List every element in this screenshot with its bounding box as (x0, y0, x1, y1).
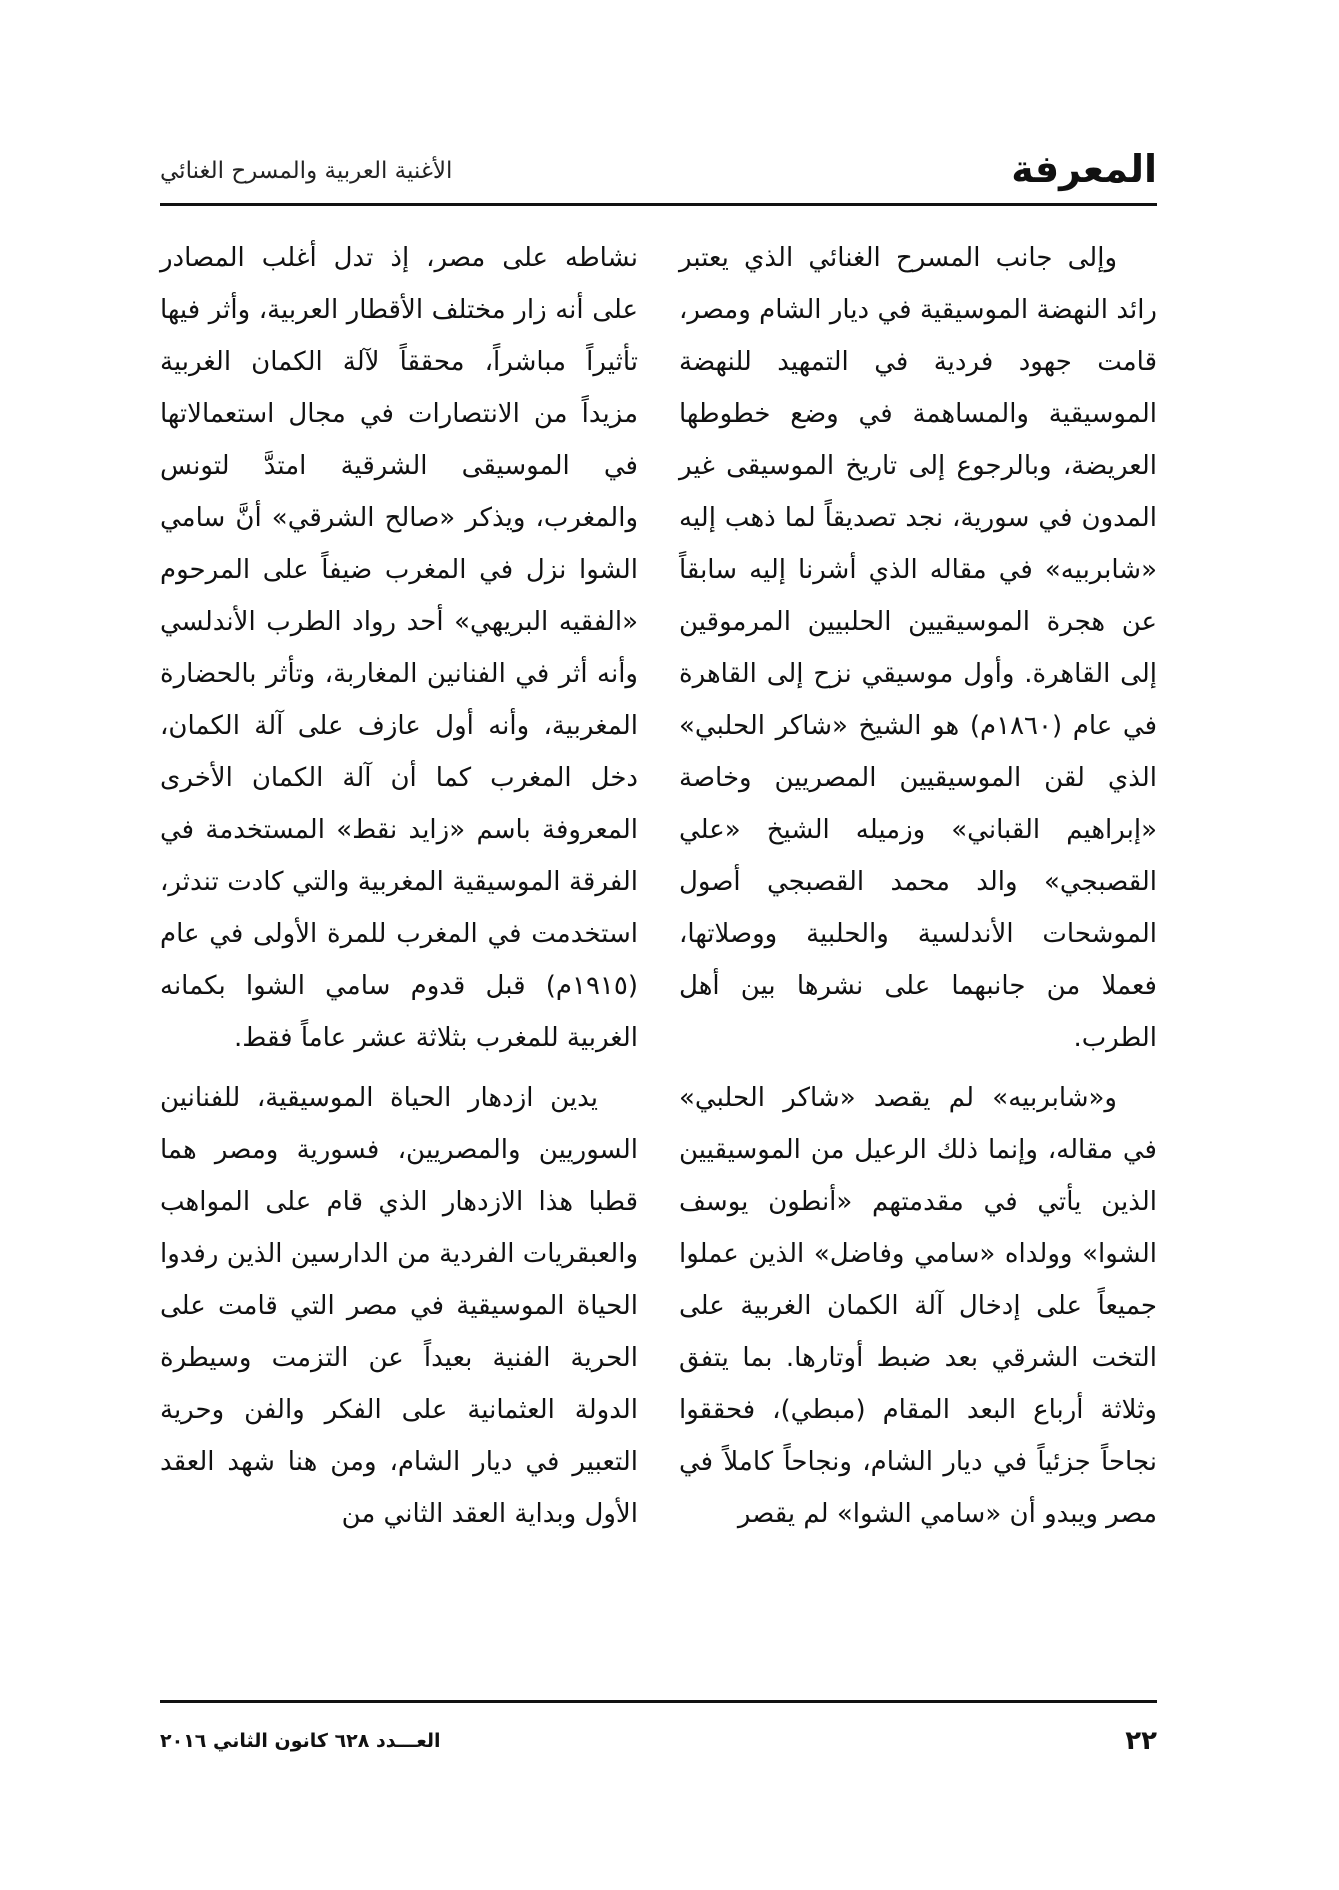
paragraph: وإلى جانب المسرح الغنائي الذي يعتبر رائد النهضة الموسيقية في ديار الشام ومصر، قامت جهود فردية في التمهيد للنهضة الموسيقية والمساهمة في وضع خطوطها العريضة، وبالرجوع إلى تاريخ الموسيقى غير المدون في سورية، نجد تصديقاً لما ذهب إليه «شابربيه» في مقاله الذي أشرنا إليه سابقاً عن هجرة الموسيقيين الحلبيين المرموقين إلى القاهرة. وأول موسيقي نزح إلى القاهرة في عام (١٨٦٠م) هو الشيخ «شاكر الحلبي» الذي لقن الموسيقيين المصريين وخاصة «إبراهيم القباني» وزميله الشيخ «علي القصبجي» والد محمد القصبجي أصول الموشحات الأندلسية والحلبية ووصلاتها، فعملا من جانبهما على نشرها بين أهل الطرب. (679, 243, 1157, 1053)
issue-info: العـــدد ٦٢٨ كانون الثاني ٢٠١٦ (160, 1730, 441, 1752)
footer-rule (160, 1700, 1157, 1703)
magazine-logo: المعرفة (1011, 147, 1157, 191)
header-rule (160, 203, 1157, 206)
running-title: الأغنية العربية والمسرح الغنائي (160, 158, 453, 184)
paragraph: و«شابربيه» لم يقصد «شاكر الحلبي» في مقاله، وإنما ذلك الرعيل من الموسيقيين الذين يأتي في مقدمتهم «أنطون يوسف الشوا» وولداه «سامي وفاضل» الذين عملوا جميعاً على إدخال آلة الكمان الغربية على التخت الشرقي بعد ضبط أوتارها. بما يتفق وثلاثة أرباع البعد المقام (مبطي)، فحققوا نجاحاً جزئياً في ديار الشام، ونجاحاً كاملاً في مصر ويبدو أن «سامي الشوا» لم يقصر (679, 1083, 1157, 1529)
left-column (160, 232, 638, 1540)
paragraph: يدين ازدهار الحياة الموسيقية، للفنانين السوريين والمصريين، فسورية ومصر هما قطبا هذا الازدهار الذي قام على المواهب والعبقريات الفردية من الدارسين الذين رفدوا الحياة الموسيقية في مصر التي قامت على الحرية الفنية بعيداً عن التزمت وسيطرة الدولة العثمانية على الفكر والفن وحرية التعبير في ديار الشام، ومن هنا شهد العقد الأول وبداية العقد الثاني من (160, 1083, 638, 1529)
paragraph: نشاطه على مصر، إذ تدل أغلب المصادر على أنه زار مختلف الأقطار العربية، وأثر فيها تأثيراً مباشراً، محققاً لآلة الكمان الغربية مزيداً من الانتصارات في مجال استعمالاتها في الموسيقى الشرقية امتدَّ لتونس والمغرب، ويذكر «صالح الشرقي» أنَّ سامي الشوا نزل في المغرب ضيفاً على المرحوم «الفقيه البريهي» أحد رواد الطرب الأندلسي وأنه أثر في الفنانين المغاربة، وتأثر بالحضارة المغربية، وأنه أول عازف على آلة الكمان، دخل المغرب كما أن آلة الكمان الأخرى المعروفة باسم «زايد نقط» المستخدمة في الفرقة الموسيقية المغربية والتي كادت تندثر، استخدمت في المغرب للمرة الأولى في عام (١٩١٥م) قبل قدوم سامي الشوا بكمانه الغربية للمغرب بثلاثة عشر عاماً فقط. (160, 243, 638, 1053)
right-column (679, 232, 1157, 1540)
page-number: ٢٢ (1125, 1726, 1157, 1756)
